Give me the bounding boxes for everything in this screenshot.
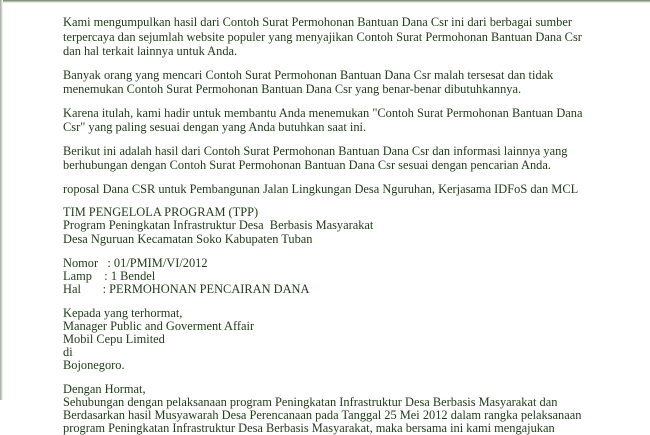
letter-org-line-2: Program Peningkatan Infrastruktur Desa Berbasis Masyarakat [63, 218, 374, 232]
intro-p1-line-2: terpercaya dan sejumlah website populer yang menyajikan Contoh Surat Permohonan Bantuan Dana Csr [63, 30, 582, 44]
letter-subject: Hal : PERMOHONAN PENCAIRAN DANA [63, 282, 310, 296]
letter-body-line-3: program Peningkatan Infrastruktur Desa Berbasis Masyarakat, maka bersama ini kami mengajukan [63, 421, 555, 435]
intro-p2-line-1: Banyak orang yang mencari Contoh Surat Permohonan Bantuan Dana Csr malah tersesat dan tidak [63, 68, 554, 82]
letter-org-line-3: Desa Nguruan Kecamatan Soko Kabupaten Tuban [63, 232, 313, 246]
scan-edge-left [0, 0, 3, 400]
letter-attachment: Lamp : 1 Bendel [63, 269, 156, 283]
letter-body-line-2: Berdasarkan hasil Musyawarah Desa Perencanaan pada Tanggal 25 Mei 2012 dalam rangka pelaksanaan [63, 408, 582, 422]
letter-org-line-1: TIM PENGELOLA PROGRAM (TPP) [63, 205, 259, 219]
letter-number: Nomor : 01/PMIM/VI/2012 [63, 256, 208, 270]
intro-p1-line-1: Kami mengumpulkan hasil dari Contoh Surat Permohonan Bantuan Dana Csr ini dari berbagai sumber [63, 15, 572, 29]
recipient-line-4: di [63, 345, 73, 359]
letter-greeting: Dengan Hormat, [63, 382, 146, 396]
proposal-title: roposal Dana CSR untuk Pembangunan Jalan Lingkungan Desa Nguruhan, Kerjasama IDFoS dan MCL [63, 182, 579, 196]
intro-p3-line-2: Csr" yang paling sesuai dengan yang Anda butuhkan saat ini. [63, 120, 367, 134]
recipient-line-1: Kepada yang terhormat, [63, 306, 183, 320]
recipient-line-5: Bojonegoro. [63, 358, 125, 372]
intro-p4-line-1: Berikut ini adalah hasil dari Contoh Surat Permohonan Bantuan Dana Csr dan informasi lainnya yang [63, 144, 568, 158]
recipient-line-2: Manager Public and Goverment Affair [63, 319, 255, 333]
intro-p4-line-2: berhubungan dengan Contoh Surat Permohonan Bantuan Dana Csr sesuai dengan pencarian Anda. [63, 158, 551, 172]
intro-p1-line-3: dan hal terkait lainnya untuk Anda. [63, 44, 238, 58]
recipient-line-3: Mobil Cepu Limited [63, 332, 165, 346]
intro-p3-line-1: Karena itulah, kami hadir untuk membantu Anda menemukan "Contoh Surat Permohonan Bantuan Dana [63, 106, 583, 120]
scan-edge-top [0, 0, 650, 3]
letter-body-line-1: Sehubungan dengan pelaksanaan program Peningkatan Infrastruktur Desa Berbasis Masyarakat dan [63, 395, 558, 409]
intro-p2-line-2: menemukan Contoh Surat Permohonan Bantuan Dana Csr yang benar-benar dibutuhkannya. [63, 82, 522, 96]
